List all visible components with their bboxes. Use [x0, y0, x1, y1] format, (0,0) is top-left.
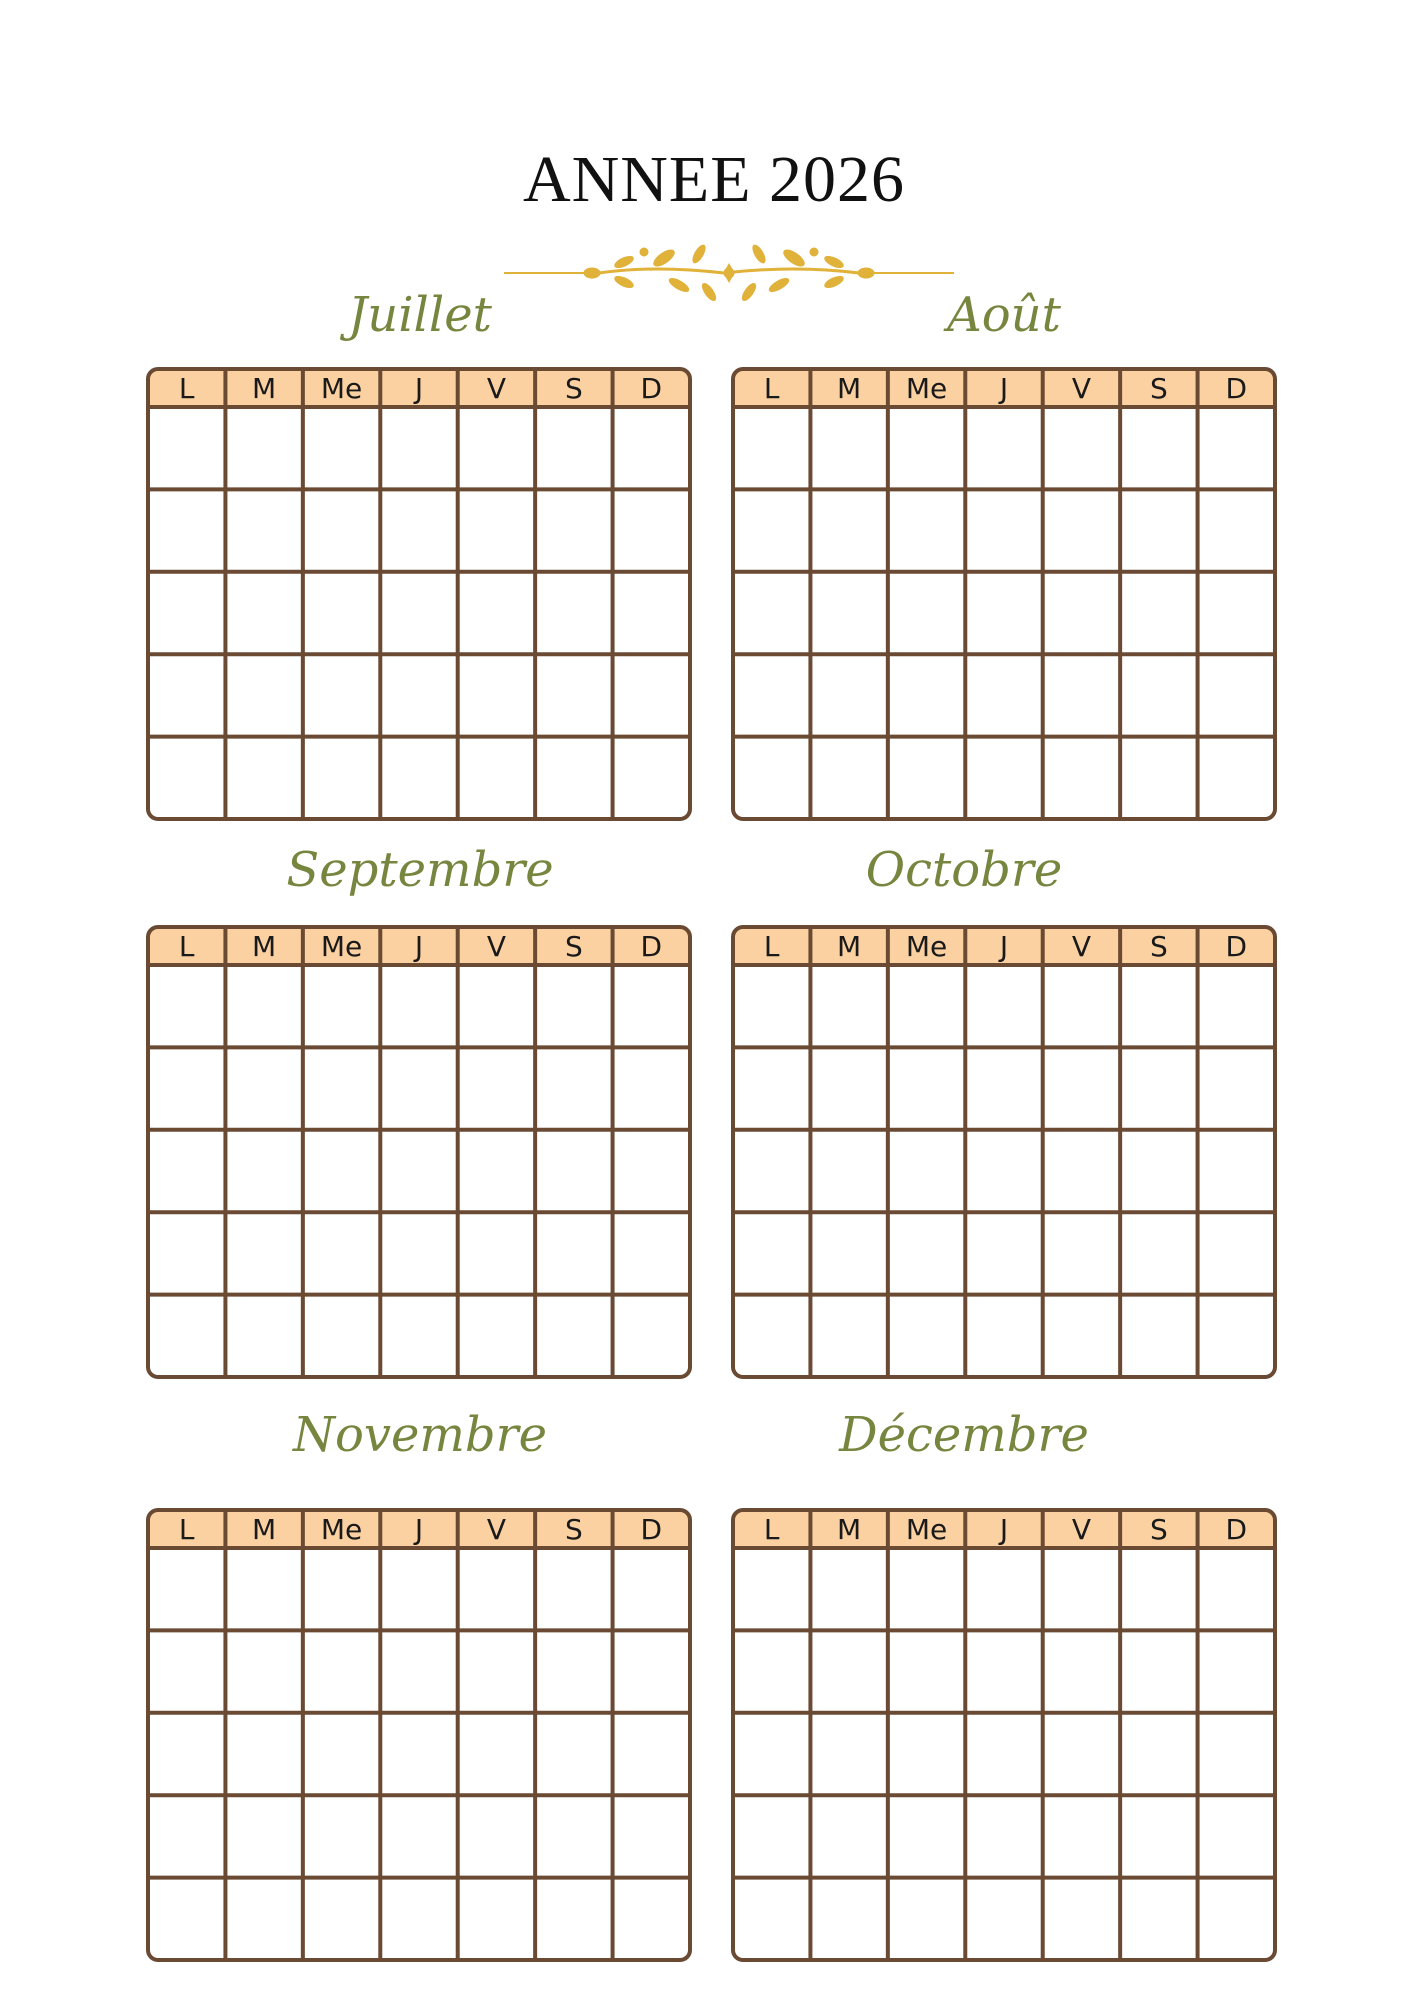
weekday-label: D	[1225, 372, 1248, 405]
month-title-december: Décembre	[839, 1407, 1089, 1463]
weekday-label: S	[1149, 1513, 1168, 1546]
weekday-label: M	[252, 1513, 277, 1546]
weekday-label: S	[564, 372, 583, 405]
weekday-label: L	[763, 372, 780, 405]
calendar-grid-december	[731, 1508, 1277, 1962]
calendar-svg	[146, 1508, 692, 1962]
calendar-grid-november	[146, 1508, 692, 1962]
weekday-label: S	[564, 1513, 583, 1546]
weekday-label: V	[1071, 1513, 1092, 1546]
calendar-frame	[148, 369, 690, 819]
weekday-label: J	[999, 372, 1009, 405]
weekday-label: D	[640, 930, 663, 963]
weekday-label: Me	[905, 372, 948, 405]
weekday-label: L	[178, 372, 195, 405]
weekday-label: V	[1071, 930, 1092, 963]
weekday-label: V	[486, 930, 507, 963]
calendar-grid-september	[146, 925, 692, 1379]
month-title-august: Août	[947, 287, 1061, 343]
weekday-label: J	[414, 372, 424, 405]
calendar-svg	[146, 367, 692, 821]
weekday-label: J	[414, 1513, 424, 1546]
weekday-label: Me	[905, 930, 948, 963]
calendar-grid-october	[731, 925, 1277, 1379]
calendar-svg	[731, 925, 1277, 1379]
weekday-label: J	[414, 930, 424, 963]
calendar-frame	[733, 927, 1275, 1377]
weekday-label: S	[1149, 372, 1168, 405]
weekday-label: Me	[905, 1513, 948, 1546]
month-title-october: Octobre	[865, 842, 1063, 898]
month-title-september: Septembre	[286, 842, 554, 898]
weekday-label: D	[1225, 1513, 1248, 1546]
weekday-label: D	[1225, 930, 1248, 963]
calendar-svg	[731, 367, 1277, 821]
page-title: ANNEE 2026	[522, 143, 906, 216]
calendar-frame	[148, 927, 690, 1377]
weekday-label: M	[837, 1513, 862, 1546]
weekday-label: D	[640, 372, 663, 405]
weekday-label: D	[640, 1513, 663, 1546]
weekday-label: J	[999, 930, 1009, 963]
weekday-label: L	[763, 930, 780, 963]
weekday-label: J	[999, 1513, 1009, 1546]
weekday-label: S	[1149, 930, 1168, 963]
calendar-grid-july	[146, 367, 692, 821]
weekday-label: V	[486, 372, 507, 405]
weekday-label: L	[763, 1513, 780, 1546]
month-title-november: Novembre	[292, 1407, 547, 1463]
weekday-label: Me	[320, 1513, 363, 1546]
weekday-label: V	[486, 1513, 507, 1546]
calendar-frame	[733, 1510, 1275, 1960]
weekday-label: Me	[320, 372, 363, 405]
calendar-svg	[146, 925, 692, 1379]
calendar-grid-august	[731, 367, 1277, 821]
month-title-july: Juillet	[348, 287, 492, 343]
weekday-label: M	[252, 372, 277, 405]
weekday-label: L	[178, 930, 195, 963]
weekday-label: M	[837, 930, 862, 963]
weekday-label: L	[178, 1513, 195, 1546]
weekday-label: V	[1071, 372, 1092, 405]
weekday-label: M	[837, 372, 862, 405]
weekday-label: M	[252, 930, 277, 963]
calendar-frame	[733, 369, 1275, 819]
weekday-label: S	[564, 930, 583, 963]
calendar-frame	[148, 1510, 690, 1960]
calendar-svg	[731, 1508, 1277, 1962]
weekday-label: Me	[320, 930, 363, 963]
